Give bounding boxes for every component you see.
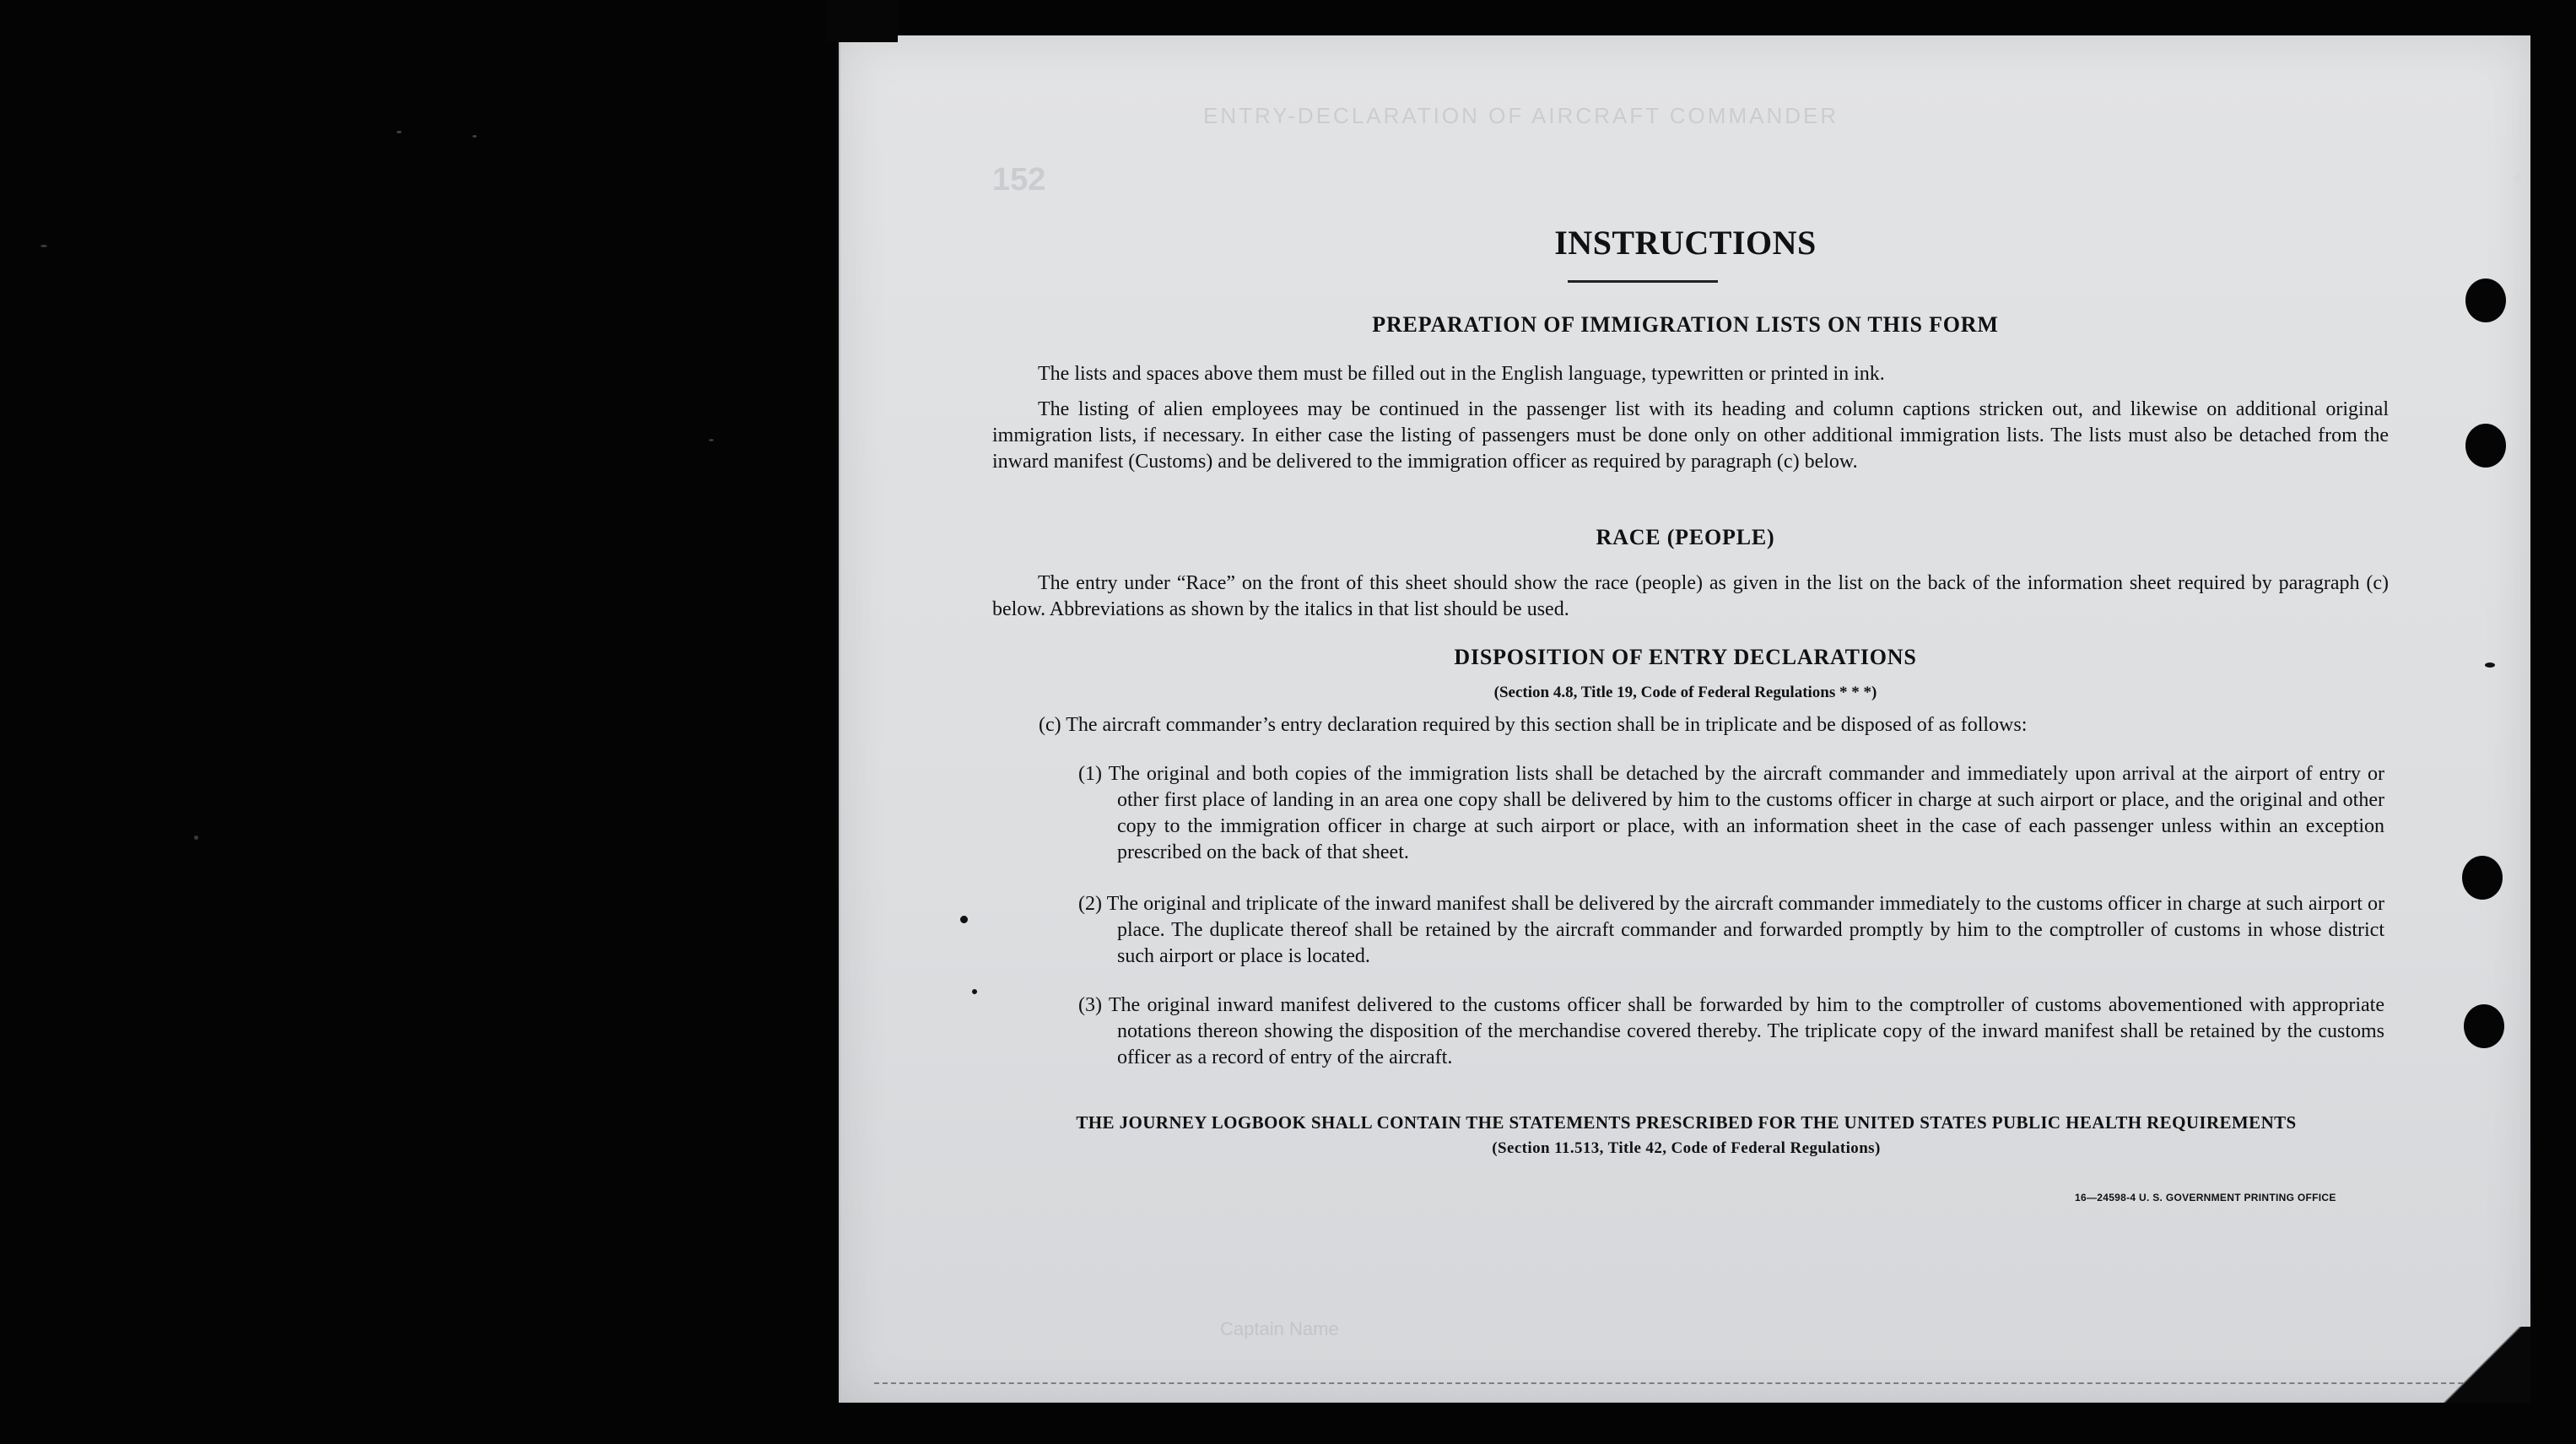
list-item-2: (2) The original and triplicate of the inward manifest shall be delivered by the aircraft commander immediately to the customs officer in charge at such airport or place. The duplicate thereof shall be retained by the aircraft commander and forwarded promptly by him to the comptroller of customs in whose district such airport or place is located. xyxy=(1078,893,2384,967)
list-item-1: (1) The original and both copies of the immigration lists shall be detached by the aircraft commander and immediately upon arrival at the airport of entry or other first place of landing in an area one copy shall be delivered by him to the customs officer in charge at such airport or place, and the original and other copy to the immigration officer in charge at such airport or place, with an information sheet in the case of each passenger unless within an exception prescribed on the back of that sheet. xyxy=(1078,763,2384,863)
dust-speck xyxy=(960,916,968,923)
punch-hole-3 xyxy=(2462,856,2503,900)
paragraph-alien-employees: The listing of alien employees may be continued in the passenger list with its heading and column captions stricken out, and likewise on additional original immigration lists, if necessary. In either case the listing of passengers must be done only on other additional immigration lists. The lists must also be detached from the inward manifest (Customs) and be delivered to the immigration officer as required by paragraph (c) below. xyxy=(992,398,2389,473)
torn-corner xyxy=(2438,1327,2530,1403)
dust-speck xyxy=(709,439,714,441)
title-underline xyxy=(1568,280,1718,283)
dust-speck xyxy=(473,135,477,138)
list-item-3: (3) The original inward manifest delivered to the customs officer shall be forwarded by him to the comptroller of customs abovementioned with appropriate notations thereon showing the disposition of the merchandise covered thereby. The triplicate copy of the inward manifest shall be retained by the customs officer as a record of entry of the aircraft. xyxy=(1078,994,2384,1068)
dust-speck xyxy=(2485,663,2495,668)
show-through-bottom-text: Captain Name xyxy=(1220,1318,1339,1339)
footer-heading: THE JOURNEY LOGBOOK SHALL CONTAIN THE STATEMENTS PRESCRIBED FOR THE UNITED STATES PUBLIC HEALTH REQUIREMENTS xyxy=(1076,1112,2297,1133)
page-title: INSTRUCTIONS xyxy=(1554,224,1817,262)
printing-office-code: 16—24598-4 U. S. GOVERNMENT PRINTING OFFICE xyxy=(2075,1192,2336,1203)
paragraph-english-language: The lists and spaces above them must be filled out in the English language, typewritten or printed in ink. xyxy=(1038,363,1885,385)
show-through-text: ENTRY-DECLARATION OF AIRCRAFT COMMANDER xyxy=(1203,103,1839,128)
dust-speck xyxy=(41,245,47,247)
section-heading-disposition: DISPOSITION OF ENTRY DECLARATIONS xyxy=(1454,645,1917,669)
section-heading-race: RACE (PEOPLE) xyxy=(1596,525,1775,549)
dust-speck xyxy=(194,836,198,840)
punch-hole-1 xyxy=(2465,279,2506,322)
footer-subheading: (Section 11.513, Title 42, Code of Federal Regulations) xyxy=(1492,1139,1881,1157)
section-heading-preparation: PREPARATION OF IMMIGRATION LISTS ON THIS FORM xyxy=(1372,312,1999,337)
instructions-content xyxy=(840,35,2530,1403)
dust-speck xyxy=(397,131,402,133)
paragraph-c-intro: (c) The aircraft commander’s entry declaration required by this section shall be in triplicate and be disposed of as follows: xyxy=(1039,714,2028,736)
punch-hole-4 xyxy=(2464,1004,2504,1048)
section-subheading-disposition: (Section 4.8, Title 19, Code of Federal Regulations * * *) xyxy=(1493,684,1877,701)
paragraph-race: The entry under “Race” on the front of this sheet should show the race (people) as given in the list on the back of the information sheet required by paragraph (c) below. Abbreviations as shown by the italics in that list should be used. xyxy=(992,572,2389,620)
dust-speck xyxy=(2514,173,2521,183)
paper-sheet xyxy=(839,35,2530,1403)
show-through-number: 152 xyxy=(992,162,1046,197)
dust-speck xyxy=(972,989,977,994)
top-notch xyxy=(827,0,898,42)
bottom-edge-perforation xyxy=(874,1382,2505,1384)
punch-hole-2 xyxy=(2465,424,2506,468)
